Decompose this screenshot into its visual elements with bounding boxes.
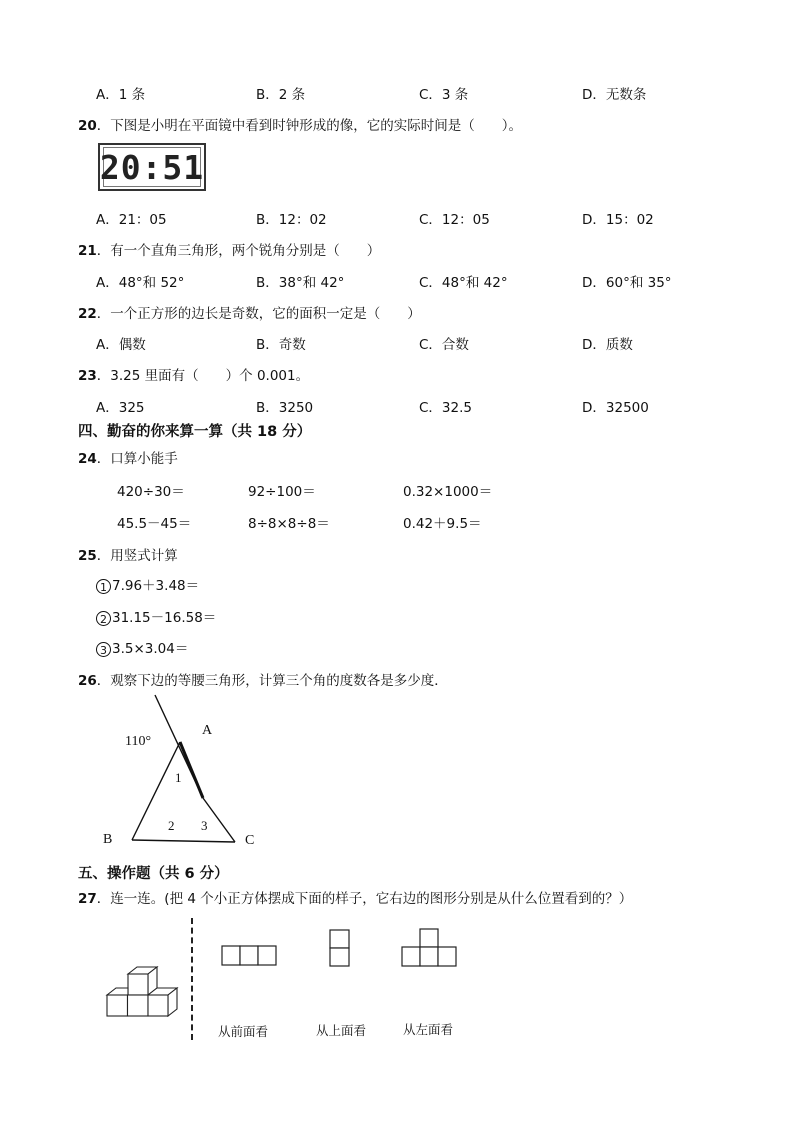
calc-expression: 31.15－16.58＝ — [112, 610, 217, 626]
mirror-clock-figure — [98, 143, 206, 191]
question-text: ．一个正方形的边长是奇数，它的面积一定是（ ） — [96, 306, 421, 322]
q23-option-d: D．32500 — [582, 400, 649, 416]
clock-display: 20:51 — [99, 147, 205, 187]
calc-expression: 7.96＋3.48＝ — [112, 578, 200, 594]
question-25 — [78, 544, 178, 564]
bottom-left-cube-front — [107, 995, 128, 1016]
question-24 — [78, 447, 178, 467]
question-23 — [78, 364, 309, 384]
q23-option-a: A．325 — [96, 400, 145, 416]
q21-option-d: D．60°和 35° — [582, 275, 672, 291]
dashed-divider — [191, 918, 193, 1040]
cube-stack-figure — [98, 964, 188, 1026]
section-4-title: 四、勤奋的你来算一算（共 18 分） — [78, 424, 312, 440]
q20-option-b: B．12：02 — [256, 212, 327, 228]
question-20 — [78, 114, 522, 134]
q22-option-d: D．质数 — [582, 337, 633, 353]
circled-number-3: 3 — [96, 642, 111, 657]
question-number: 24 — [78, 451, 97, 467]
question-21 — [78, 239, 380, 259]
vertical-calc-item — [96, 606, 216, 626]
vertical-calc-item — [96, 574, 199, 594]
question-22 — [78, 302, 421, 322]
angle-3-label: 3 — [201, 818, 208, 833]
oral-calc-item: 420÷30＝ — [117, 484, 185, 500]
question-text: ．口算小能手 — [96, 451, 178, 467]
question-number: 27 — [78, 891, 97, 907]
vertex-a-label: A — [202, 723, 213, 738]
calc-expression: 3.5×3.04＝ — [112, 641, 189, 657]
angle-1-label: 1 — [175, 770, 182, 785]
q22-option-b: B．奇数 — [256, 337, 306, 353]
q19-option-d: D．无数条 — [582, 87, 647, 103]
question-number: 25 — [78, 548, 97, 564]
q22-option-c: C．合数 — [419, 337, 469, 353]
vertex-c-label: C — [245, 833, 255, 848]
oral-calc-item: 0.32×1000＝ — [403, 484, 493, 500]
front-view-shape — [220, 944, 278, 968]
view-label-left: 从左面看 — [403, 1022, 454, 1037]
side-ac-thick — [180, 742, 203, 798]
q21-option-c: C．48°和 42° — [419, 275, 508, 291]
q20-option-d: D．15：02 — [582, 212, 654, 228]
q19-option-c: C．3 条 — [419, 87, 469, 103]
oral-calc-item: 45.5－45＝ — [117, 516, 192, 532]
question-text: ．有一个直角三角形，两个锐角分别是（ ） — [96, 243, 381, 259]
q20-option-a: A．21：05 — [96, 212, 167, 228]
top-view-shape — [328, 928, 352, 968]
bottom-left-cube-top — [107, 988, 128, 995]
q23-option-b: B．3250 — [256, 400, 314, 416]
side-ac-lower — [203, 798, 235, 842]
oral-calc-item: 92÷100＝ — [248, 484, 316, 500]
q19-option-a: A．1 条 — [96, 87, 146, 103]
angle-2-label: 2 — [168, 818, 175, 833]
circled-number-1: 1 — [96, 579, 111, 594]
question-number: 20 — [78, 118, 97, 134]
oral-calc-item: 8÷8×8÷8＝ — [248, 516, 330, 532]
isosceles-triangle-figure — [95, 690, 285, 860]
left-view-shape — [400, 927, 460, 969]
question-27 — [78, 887, 632, 907]
question-number: 23 — [78, 368, 97, 384]
top-cube-front — [128, 974, 148, 995]
angle-110-label: 110° — [125, 734, 152, 749]
q19-option-b: B．2 条 — [256, 87, 306, 103]
bottom-right-cube-front — [148, 995, 168, 1016]
question-text: ．连一连。(把 4 个小正方体摆成下面的样子，它右边的图形分别是从什么位置看到的？） — [96, 891, 633, 907]
view-label-front: 从前面看 — [218, 1024, 269, 1039]
section-5-title: 五、操作题（共 6 分） — [78, 866, 229, 882]
vertical-calc-item — [96, 637, 188, 657]
bottom-middle-cube-front — [128, 995, 149, 1016]
view-label-top: 从上面看 — [316, 1023, 367, 1038]
circled-number-2: 2 — [96, 611, 111, 626]
q21-option-b: B．38°和 42° — [256, 275, 345, 291]
q23-option-c: C．32.5 — [419, 400, 472, 416]
q20-option-c: C．12：05 — [419, 212, 490, 228]
question-text: ．用竖式计算 — [96, 548, 178, 564]
question-number: 21 — [78, 243, 97, 259]
q21-option-a: A．48°和 52° — [96, 275, 185, 291]
question-text: ．3.25 里面有（ ）个 0.001。 — [96, 368, 310, 384]
vertex-b-label: B — [103, 832, 113, 847]
question-text: ．下图是小明在平面镜中看到时钟形成的像，它的实际时间是（ ）。 — [96, 118, 523, 134]
side-bc — [132, 840, 235, 842]
question-text: ．观察下边的等腰三角形，计算三个角的度数各是多少度． — [96, 673, 448, 689]
question-number: 26 — [78, 673, 97, 689]
question-number: 22 — [78, 306, 97, 322]
q22-option-a: A．偶数 — [96, 337, 146, 353]
question-26 — [78, 669, 448, 689]
oral-calc-item: 0.42＋9.5＝ — [403, 516, 482, 532]
